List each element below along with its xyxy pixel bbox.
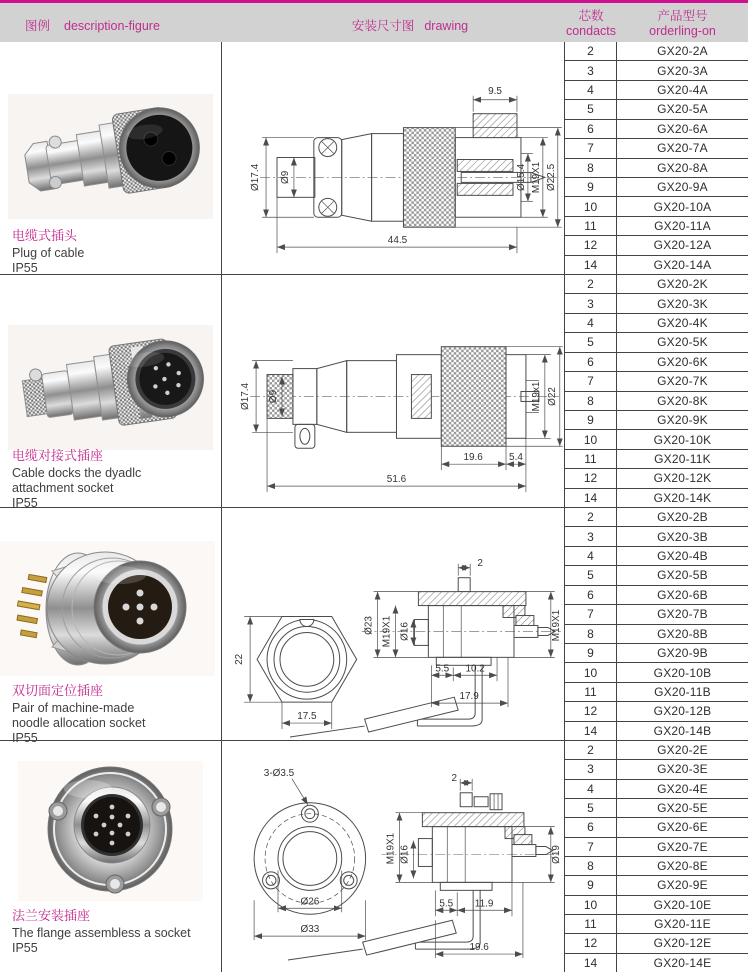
model-cell: GX20-4B: [657, 549, 708, 564]
model-cell: GX20-7B: [657, 607, 708, 622]
cores-cell: 6: [565, 353, 617, 371]
cores-cell: 12: [565, 702, 617, 720]
model-cell: GX20-11K: [654, 452, 711, 466]
model-cell: GX20-3A: [657, 63, 708, 78]
table-row: [565, 275, 748, 294]
table-row: [565, 857, 748, 876]
dim-left3: Ø16: [399, 622, 411, 641]
table-row: [565, 42, 748, 61]
cores-cell: 10: [565, 197, 617, 215]
cores-cell: 6: [565, 818, 617, 836]
table-row: [565, 934, 748, 953]
cores-cell: 4: [565, 780, 617, 798]
model-cell: GX20-4E: [657, 781, 708, 796]
model-cell: GX20-12E: [653, 936, 712, 951]
cores-cell: 6: [565, 586, 617, 604]
table-row: [565, 838, 748, 857]
models-table: [565, 508, 748, 740]
cores-cell: 4: [565, 81, 617, 99]
dim-seg1: 5.5: [435, 663, 450, 675]
table-row: [565, 896, 748, 915]
header-model-zh: 产品型号: [657, 9, 708, 23]
drawing-cell: [222, 508, 565, 740]
cores-cell: 5: [565, 100, 617, 118]
cores-cell: 2: [565, 741, 617, 759]
model-cell: GX20-5K: [657, 335, 708, 350]
table-row: [565, 197, 748, 216]
cores-cell: 4: [565, 314, 617, 332]
technical-drawing-flange-socket: [222, 741, 564, 971]
models-table: [565, 42, 748, 274]
cores-cell: 10: [565, 663, 617, 681]
product-desc-line: Cable docks the dyadlc: [12, 466, 142, 480]
cores-cell: 5: [565, 799, 617, 817]
product-desc-line: The flange assembless a socket: [12, 926, 191, 940]
table-row: [565, 586, 748, 605]
table-row: [565, 818, 748, 837]
cores-cell: 8: [565, 625, 617, 643]
table-row: [565, 702, 748, 721]
model-cell: GX20-6B: [657, 587, 708, 602]
model-cell: GX20-5A: [657, 102, 708, 117]
product-desc-line: attachment socket: [12, 480, 114, 495]
dim-hex-w: 17.5: [297, 711, 317, 723]
dim-hex-h: 22: [234, 653, 246, 665]
table-row: [565, 683, 748, 702]
cores-cell: 5: [565, 333, 617, 351]
table-row: [565, 876, 748, 895]
table-row: [565, 411, 748, 430]
model-cell: GX20-6E: [657, 820, 708, 835]
table-row: [565, 508, 748, 527]
product-section-panel-socket: [0, 508, 748, 745]
model-cell: GX20-3E: [657, 762, 708, 777]
product-photo-panel-socket: [0, 541, 215, 676]
product-caption: [12, 445, 215, 510]
technical-drawing-plug: [222, 42, 564, 274]
cores-cell: 5: [565, 566, 617, 584]
cores-cell: 3: [565, 294, 617, 312]
model-cell: GX20-12K: [653, 471, 712, 486]
model-cell: GX20-3B: [657, 529, 708, 544]
cores-cell: 3: [565, 527, 617, 545]
cores-cell: 7: [565, 372, 617, 390]
table-row: [565, 81, 748, 100]
model-cell: GX20-5E: [657, 801, 708, 816]
table-row: [565, 256, 748, 274]
model-cell: GX20-7E: [657, 839, 708, 854]
technical-drawing-docking-socket: [222, 275, 564, 507]
table-row: [565, 469, 748, 488]
cores-cell: 8: [565, 857, 617, 875]
header-cores: [558, 9, 624, 39]
table-row: [565, 100, 748, 119]
cores-cell: 7: [565, 838, 617, 856]
cores-cell: 6: [565, 120, 617, 138]
figure-cell: [0, 508, 222, 745]
dim-top: 2: [451, 772, 457, 784]
table-row: [565, 294, 748, 313]
model-cell: GX20-14K: [653, 490, 712, 505]
table-row: [565, 566, 748, 585]
table-row: [565, 625, 748, 644]
cores-cell: 14: [565, 256, 617, 274]
header-figure-en: description-figure: [64, 19, 160, 33]
models-table: [565, 275, 748, 507]
dim-right1: Ø15.4: [515, 163, 527, 191]
table-row: [565, 430, 748, 449]
header-cores-zh: 芯数: [578, 9, 604, 23]
model-cell: GX20-2K: [657, 277, 708, 292]
table-row: [565, 61, 748, 80]
model-cell: GX20-2E: [657, 743, 708, 758]
table-row: [565, 392, 748, 411]
cores-cell: 8: [565, 392, 617, 410]
product-caption: [12, 225, 215, 276]
dim-left-outer: Ø17.4: [250, 163, 262, 191]
cores-cell: 11: [565, 217, 617, 235]
header-model: [617, 9, 748, 39]
model-cell: GX20-9B: [657, 646, 708, 661]
cores-cell: 10: [565, 896, 617, 914]
table-row: [565, 547, 748, 566]
dim-inner-d: Ø26: [300, 896, 320, 908]
model-cell: GX20-4A: [657, 83, 708, 98]
model-cell: GX20-6A: [657, 121, 708, 136]
model-cell: GX20-14A: [653, 257, 712, 272]
cores-cell: 8: [565, 159, 617, 177]
product-name-zh: 电缆式插头: [12, 228, 78, 243]
cores-cell: 3: [565, 760, 617, 778]
table-header: [0, 0, 748, 42]
model-cell: GX20-9A: [657, 180, 708, 195]
table-row: [565, 760, 748, 779]
figure-cell: [0, 42, 222, 274]
drawing-cell: [222, 42, 565, 274]
model-cell: GX20-10A: [653, 199, 712, 214]
table-row: [565, 217, 748, 236]
dim-length: 51.6: [386, 474, 407, 486]
table-row: [565, 663, 748, 682]
model-cell: GX20-2B: [657, 510, 708, 525]
model-cell: GX20-4K: [657, 316, 708, 331]
model-cell: GX20-2A: [657, 44, 708, 59]
header-figure: [25, 16, 160, 34]
model-cell: GX20-9E: [657, 878, 708, 893]
table-row: [565, 605, 748, 624]
cores-cell: 11: [565, 683, 617, 701]
dim-seg2: 10.2: [465, 663, 485, 675]
cores-cell: 14: [565, 722, 617, 740]
product-desc-line: Pair of machine-made: [12, 701, 135, 715]
cores-cell: 3: [565, 61, 617, 79]
cores-cell: 14: [565, 489, 617, 507]
cores-cell: 14: [565, 954, 617, 972]
table-row: [565, 527, 748, 546]
dim-length: 19.6: [469, 942, 489, 954]
dim-right2: Ø22: [546, 387, 558, 406]
dim-top: 2: [477, 557, 483, 569]
model-cell: GX20-8B: [657, 626, 708, 641]
figure-cell: [0, 741, 222, 972]
model-cell: GX20-10K: [653, 432, 712, 447]
dim-left1: M19X1: [385, 832, 397, 865]
dim-right1: M19x1: [530, 381, 542, 412]
technical-drawing-panel-socket: [222, 508, 564, 740]
table-row: [565, 333, 748, 352]
product-photo-cable-plug: [8, 94, 213, 219]
model-cell: GX20-5B: [657, 568, 708, 583]
table-row: [565, 741, 748, 760]
model-cell: GX20-10E: [653, 897, 712, 912]
cores-cell: 4: [565, 547, 617, 565]
cores-cell: 9: [565, 876, 617, 894]
table-row: [565, 489, 748, 507]
product-ip-rating: IP55: [12, 730, 38, 745]
model-cell: GX20-7A: [657, 141, 708, 156]
model-cell: GX20-11B: [654, 685, 711, 699]
table-row: [565, 159, 748, 178]
model-cell: GX20-7K: [657, 374, 708, 389]
table-row: [565, 722, 748, 740]
product-name-zh: 法兰安装插座: [12, 908, 91, 923]
product-ip-rating: IP55: [12, 495, 38, 510]
table-row: [565, 954, 748, 972]
dim-right3: Ø22.5: [545, 163, 557, 191]
table-row: [565, 915, 748, 934]
cores-cell: 12: [565, 934, 617, 952]
cores-cell: 2: [565, 42, 617, 60]
header-drawing-en: drawing: [424, 19, 469, 33]
table-row: [565, 780, 748, 799]
product-sections: [0, 42, 748, 972]
header-cores-en: condacts: [565, 24, 617, 38]
product-section-plug: [0, 42, 748, 275]
product-desc-line: noodle allocation socket: [12, 715, 146, 730]
product-name-zh: 电缆对接式插座: [12, 448, 104, 463]
model-cell: GX20-10B: [653, 665, 712, 680]
dim-length: 17.9: [459, 691, 479, 703]
dim-left-inner: Ø9: [279, 170, 291, 185]
dim-left-outer: Ø17.4: [240, 382, 252, 411]
cores-cell: 9: [565, 178, 617, 196]
dim-top: 9.5: [488, 85, 502, 97]
table-row: [565, 178, 748, 197]
dim-right1: Ø19: [550, 845, 562, 864]
cores-cell: 11: [565, 915, 617, 933]
table-row: [565, 450, 748, 469]
cores-cell: 7: [565, 605, 617, 623]
product-ip-rating: IP55: [12, 260, 38, 275]
model-cell: GX20-11A: [654, 219, 711, 233]
model-cell: GX20-12A: [653, 238, 712, 253]
model-cell: GX20-14E: [653, 955, 712, 970]
cores-cell: 10: [565, 430, 617, 448]
model-cell: GX20-8K: [657, 393, 708, 408]
drawing-cell: [222, 275, 565, 507]
dim-left-inner: Ø9: [268, 389, 280, 404]
cores-cell: 2: [565, 508, 617, 526]
header-drawing: [330, 16, 490, 34]
cores-cell: 9: [565, 644, 617, 662]
dim-seg1: 19.6: [463, 452, 483, 464]
table-row: [565, 644, 748, 663]
cores-cell: 2: [565, 275, 617, 293]
dim-right1: M19X1: [550, 609, 562, 642]
dim-outer-d: Ø33: [300, 924, 320, 936]
models-table: [565, 741, 748, 972]
dim-left1: Ø23: [363, 616, 375, 635]
product-caption: [12, 680, 215, 745]
cores-cell: 12: [565, 236, 617, 254]
product-photo-flange-socket: [18, 761, 203, 901]
table-row: [565, 139, 748, 158]
dim-seg2: 11.9: [474, 898, 494, 910]
model-cell: GX20-3K: [657, 296, 708, 311]
cores-cell: 11: [565, 450, 617, 468]
cores-cell: 7: [565, 139, 617, 157]
dim-left2: M19X1: [381, 615, 393, 648]
model-cell: GX20-8E: [657, 859, 708, 874]
model-cell: GX20-9K: [657, 413, 708, 428]
dim-length: 44.5: [387, 235, 408, 247]
product-desc-line: Plug of cable: [12, 246, 85, 260]
figure-cell: [0, 275, 222, 510]
table-row: [565, 120, 748, 139]
model-cell: GX20-11E: [654, 917, 711, 932]
dim-holes: 3-Ø3.5: [263, 767, 295, 779]
model-cell: GX20-12B: [653, 704, 712, 719]
table-row: [565, 314, 748, 333]
table-row: [565, 372, 748, 391]
table-row: [565, 799, 748, 818]
model-cell: GX20-8A: [657, 160, 708, 175]
header-drawing-zh: 安装尺寸图: [351, 19, 415, 33]
model-cell: GX20-14B: [653, 723, 712, 738]
header-figure-zh: 图例: [25, 19, 51, 33]
cores-cell: 9: [565, 411, 617, 429]
product-photo-docking-socket: [8, 325, 213, 450]
cores-cell: 12: [565, 469, 617, 487]
dim-right2: M19X1: [530, 161, 542, 194]
product-caption: [12, 905, 215, 956]
product-section-flange-socket: [0, 741, 748, 972]
table-row: [565, 353, 748, 372]
product-section-docking-socket: [0, 275, 748, 508]
table-row: [565, 236, 748, 255]
dim-seg2: 5.4: [509, 452, 523, 464]
product-ip-rating: IP55: [12, 940, 38, 955]
drawing-cell: [222, 741, 565, 972]
product-name-zh: 双切面定位插座: [12, 683, 104, 698]
header-model-en: orderling-on: [649, 24, 716, 38]
dim-seg1: 5.5: [439, 898, 454, 910]
dim-left2: Ø16: [399, 845, 411, 864]
model-cell: GX20-6K: [657, 354, 708, 369]
